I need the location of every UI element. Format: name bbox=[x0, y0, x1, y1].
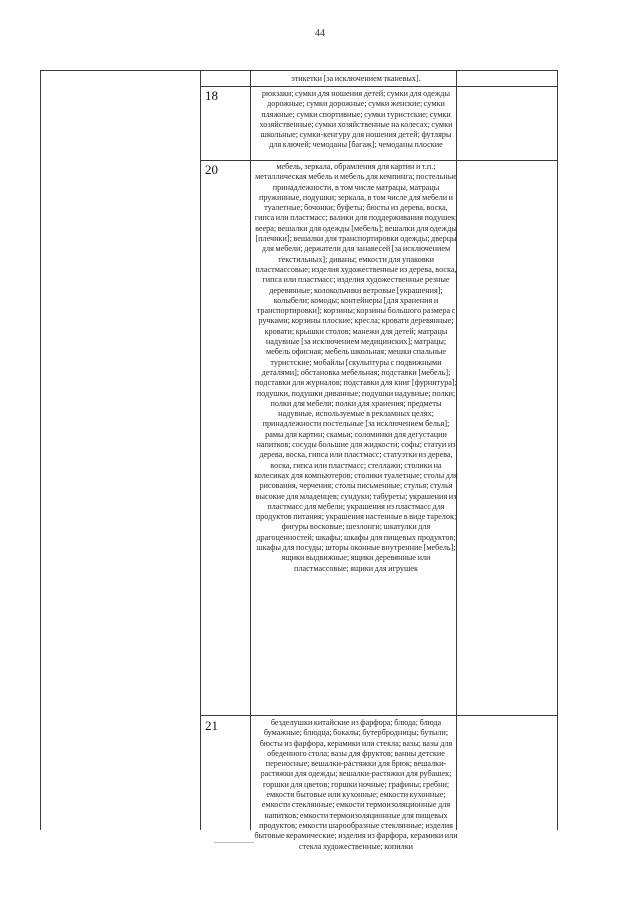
scan-mark bbox=[214, 842, 254, 843]
goods-cell-continuation: этикетки [за исключением тканевых]. bbox=[291, 74, 421, 83]
table-top-border bbox=[40, 70, 558, 71]
class-number-21: 21 bbox=[205, 718, 218, 733]
goods-cell-18: рюкзаки; сумки для ношения детей; сумки для одежды дорожные; сумки дорожные; сумки женские; сумки пляжные; сумки спортивные; сумки туристские; сумки хозяйственные; сумки хозяйственные на колесах; сумки школьные; сумки-кенгуру для ношения детей; футляры для ключей; чемоданы [багаж]; чемоданы плоские bbox=[259, 89, 453, 150]
row-divider-21 bbox=[200, 715, 557, 716]
goods-cell-20: мебель, зеркала, обрамления для картин и т.п.; металлическая мебель и мебель для кемпинга; постельные принадлежности, в том числе матрацы, матрацы пружинные, подушки; зеркала, в том числе для мебели и туалетные; бочонки; буфеты; бюсты из дерева, воска, гипса или пластмасс; валики для поддерживания подушек; веера; вешалки для одежды [мебель]; вешалки для одежды [плечики]; вешалки для транспортировки одежды; дверцы для мебели; держатели для занавесей [за исключением текстильных]; диваны; емкости для упаковки пластмассовые; изделия художественные из дерева, воска, гипса или пластмасс; изделия художественные резные деревянные; колокольчики ветровые [украшения]; колыбели; комоды; контейнеры [для хранения и транспортировки]; корзины; корзины большого размера с ручками; корзины плоские; кресла; кровати деревянные; кровати; крышки столов; манежи для детей; матрацы надувные [за исключением медицинских]; матрацы; мебель офисная; мебель школьная; мешки спальные туристские; мобайлы [скульптуры с подвижными деталями]; обстановка мебельная; подставки [мебель]; подставки для журналов; подставки для книг [фурнитура]; подушки, подушки диванные; подушки надувные; полки; полки для мебели; полки для хранения; предметы надувные, используемые в рекламных целях; принадлежности постельные [за исключением белья]; рамы для картин; скамьи; соломинки для дегустации напитков; сосуды большие для жидкости; софы; статуи из дерева, воска, гипса или пластмасс; статуэтки из дерева, воска, гипса или пластмасс; стеллажи; столики на колесиках для компьютеров; столики туалетные; столы для рисования, черчения; столы письменные; стулья; стулья высокие для младенцев; сундуки; табуреты; украшения из пластмасс для мебели; украшения из пластмасс для продуктов питания; украшения настенные в виде тарелок; фигуры восковые; шезлонги; шкатулки для драгоценностей; шкафы; шкафы для пищевых продуктов; шкафы для посуды; шторы оконные внутренние [мебель]; ящики выдвижные; ящики деревянные или пластмассовые; ящики для игрушек bbox=[254, 162, 458, 573]
table-class-column-right-border bbox=[250, 70, 251, 830]
goods-cell-21: безделушки китайские из фарфора; блюда; блюда бумажные; блюдца; бокалы; бутербродницы; бутыли; бюсты из фарфора, керамики или стекла; вазы; вазы для обеденного стола; вазы для фруктов; ванны детские переносные; вешалки-растяжки для брюк; вешалки-растяжки для одежды; вешалки-растяжки для рубашек; горшки для цветов; горшки ночные; графины; гребни; емкости бытовые или кухонные; емкости кухонные; емкости стеклянные; емкости термоизоляционные для напитков; емкости термоизоляционные для пищевых продуктов; емкости шарообразные стеклянные; изделия бытовые керамические; изделия из фарфора, керамики или стекла художественные; копилки bbox=[254, 718, 458, 851]
class-number-20: 20 bbox=[205, 162, 218, 177]
row-divider-18 bbox=[200, 86, 557, 87]
table-right-border bbox=[557, 70, 558, 830]
table-left-border bbox=[40, 70, 41, 830]
class-number-18: 18 bbox=[205, 88, 218, 103]
table-class-column-left-border bbox=[200, 70, 201, 830]
row-divider-20 bbox=[200, 160, 557, 161]
page-number: 44 bbox=[315, 28, 325, 39]
